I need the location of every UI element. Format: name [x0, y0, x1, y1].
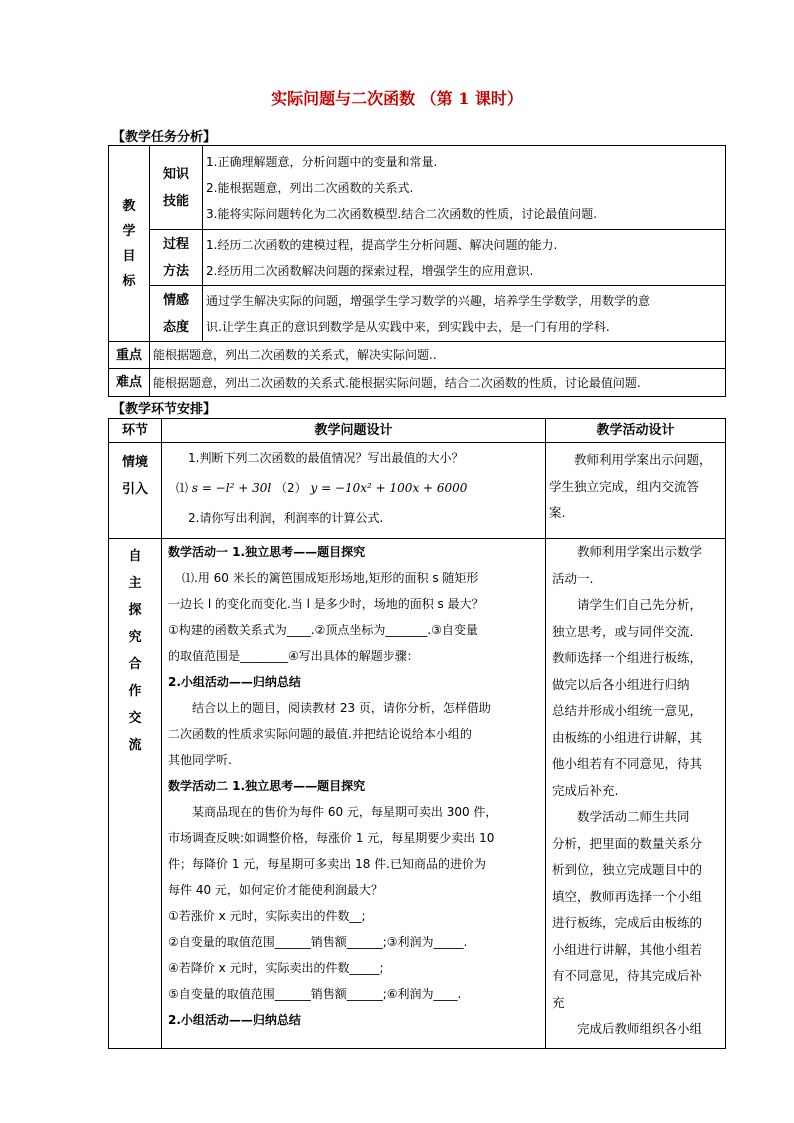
key-point-text: 能根据题意，列出二次函数的关系式，解决实际问题.. — [153, 348, 437, 362]
goal-item: 3.能将实际问题转化为二次函数模型.结合二次函数的性质，讨论最值问题. — [206, 206, 598, 221]
label-char: 究 — [128, 630, 142, 645]
group-summary-heading: 2.小组活动——归纳总结 — [168, 675, 301, 689]
intro-label — [109, 443, 162, 539]
activity-line: 完成后教师组织各小组 — [577, 1021, 703, 1036]
key-point-label: 重点 — [109, 342, 150, 369]
formula-index: （2） — [275, 481, 307, 495]
section-heading-arrangement: 【教学环节安排】 — [112, 402, 217, 417]
activity-line: 小组进行讲解，其他小组若 — [552, 941, 703, 957]
arrangement-table — [108, 418, 726, 1049]
problem-line: ⑴.用 60 米长的篱笆围成矩形场地,矩形的面积 s 随矩形 — [182, 571, 479, 585]
activity-line: 由板练的小组进行讲解，其 — [552, 729, 703, 745]
problem-line: ①构建的函数关系式为____.②顶点坐标为_______.③自变量 — [168, 623, 478, 637]
activity-line: 分析，把里面的数量关系分 — [552, 835, 703, 851]
problem-line: ④若降价 x 元时，实际卖出的件数_____; — [168, 961, 384, 975]
activity-two-heading: 数学活动二 1.独立思考——题目探究 — [168, 779, 366, 793]
activity-line: 完成后补充. — [552, 782, 619, 798]
goal-item: 2.能根据题意，列出二次函数的关系式. — [206, 180, 414, 195]
goal-item: 识.让学生真正的意识到数学是从实践中来，到实践中去，是一门有用的学科. — [206, 319, 610, 334]
activity-line: 独立思考，或与同伴交流. — [552, 623, 694, 639]
label-line: 情境 — [121, 455, 148, 470]
goal-char: 教 — [122, 198, 136, 214]
activity-line: 教师利用学案出示数学 — [577, 544, 703, 559]
activity-one-heading: 数学活动一 1.独立思考——题目探究 — [168, 545, 366, 559]
activity-line: 活动一. — [552, 570, 594, 586]
difficulty-content — [150, 369, 726, 397]
activity-line: 学生独立完成，组内交流答 — [549, 478, 700, 494]
label-line: 引入 — [121, 482, 148, 497]
label-line: 知识 — [162, 166, 189, 182]
goal-char: 学 — [122, 223, 136, 239]
knowledge-skill-label — [150, 146, 203, 230]
label-char: 交 — [128, 711, 142, 726]
activity-line: 有不同意见，待其完成后补 — [552, 968, 703, 983]
intro-question-2: 2.请你写出利润，利润率的计算公式. — [188, 511, 384, 525]
activity-line: 数学活动二师生共同 — [577, 809, 690, 824]
problem-line: 市场调查反映:如调整价格，每涨价 1 元，每星期要少卖出 10 — [168, 831, 495, 845]
goal-char: 目 — [122, 248, 136, 264]
problem-line: 的取值范围是________④写出具体的解题步骤： — [168, 649, 419, 663]
page-title: 实际问题与二次函数 （第 1 课时） — [271, 89, 523, 108]
label-line: 方法 — [162, 263, 189, 279]
process-method-content — [203, 230, 726, 286]
goal-item: 通过学生解决实际的问题，增强学生学习数学的兴趣，培养学生学数学，用数学的意 — [206, 293, 651, 308]
activity-line: 做完以后各小组进行归纳 — [552, 676, 690, 692]
goal-label — [109, 146, 150, 342]
emotion-attitude-label — [150, 286, 203, 342]
problem-line: 其他同学听. — [168, 753, 232, 767]
difficulty-label: 难点 — [109, 369, 150, 397]
col-header-activity-design: 教学活动设计 — [546, 419, 726, 443]
activity-line: 填空，教师再选择一个小组 — [552, 888, 703, 904]
section-heading-task-analysis: 【教学任务分析】 — [112, 130, 217, 145]
col-header-problem-design: 教学问题设计 — [162, 419, 546, 443]
goal-item: 1.经历二次函数的建模过程，提高学生分析问题、解决问题的能力. — [206, 237, 558, 252]
label-line: 技能 — [162, 193, 189, 209]
formula-y: y = −10x² + 100x + 6000 — [310, 481, 468, 495]
problem-line: 每件 40 元，如何定价才能使利润最大？ — [168, 883, 383, 897]
label-line: 态度 — [162, 319, 189, 335]
label-char: 合 — [128, 657, 142, 672]
activity-line: 充 — [552, 994, 565, 1010]
problem-line: ①若涨价 x 元时，实际卖出的件数__; — [168, 909, 366, 923]
label-char: 自 — [128, 549, 142, 564]
activity-line: 析到位，独立完成题目中的 — [552, 862, 703, 877]
intro-activity — [546, 443, 726, 539]
activity-line: 教师利用学案出示问题， — [574, 452, 712, 467]
group-summary-heading: 2.小组活动——归纳总结 — [168, 1013, 301, 1027]
activity-line: 教师选择一个组进行板练， — [552, 650, 703, 665]
goal-item: 2.经历用二次函数解决问题的探索过程，增强学生的应用意识. — [206, 263, 534, 278]
intro-formulas — [176, 473, 542, 503]
label-char: 流 — [128, 738, 142, 753]
activity-line: 他小组若有不同意见，待其 — [552, 756, 703, 771]
process-method-label — [150, 230, 203, 286]
key-point-content — [150, 342, 726, 369]
problem-line: 结合以上的题目，阅读教材 23 页，请你分析，怎样借助 — [192, 701, 491, 715]
knowledge-skill-content — [203, 146, 726, 230]
explore-label — [109, 539, 162, 1049]
problem-line: 件；每降价 1 元，每星期可多卖出 18 件.已知商品的进价为 — [168, 857, 486, 871]
difficulty-text: 能根据题意，列出二次函数的关系式.能根据实际问题，结合二次函数的性质，讨论最值问题. — [153, 375, 641, 390]
goal-char: 标 — [122, 273, 136, 289]
label-char: 作 — [128, 684, 142, 699]
task-analysis-table — [108, 145, 726, 397]
col-header-stage: 环节 — [109, 419, 162, 443]
formula-index: ⑴ — [176, 481, 189, 495]
explore-activity — [546, 539, 726, 1049]
label-line: 情感 — [162, 292, 189, 308]
problem-line: ⑤自变量的取值范围______销售额______;⑥利润为____. — [168, 987, 462, 1001]
goal-item: 1.正确理解题意，分析问题中的变量和常量. — [206, 154, 438, 169]
problem-line: ②自变量的取值范围______销售额______;③利润为_____. — [168, 935, 468, 949]
emotion-attitude-content — [203, 286, 726, 342]
problem-line: 二次函数的性质求实际问题的最值.并把结论说给本小组的 — [168, 727, 472, 741]
label-char: 主 — [128, 576, 142, 591]
intro-question-1: 1.判断下列二次函数的最值情况？写出最值的大小？ — [188, 451, 464, 465]
explore-problem — [162, 539, 546, 1049]
problem-line: 某商品现在的售价为每件 60 元，每星期可卖出 300 件， — [192, 805, 498, 819]
activity-line: 进行板练，完成后由板练的 — [552, 915, 703, 930]
activity-line: 案. — [549, 505, 566, 520]
activity-line: 请学生们自己先分析， — [577, 597, 703, 612]
activity-line: 总结并形成小组统一意见， — [552, 703, 703, 718]
label-char: 探 — [128, 603, 142, 618]
formula-s: s = −l² + 30l — [191, 481, 272, 495]
intro-problem — [162, 443, 546, 539]
label-line: 过程 — [162, 236, 189, 252]
problem-line: 一边长 l 的变化而变化.当 l 是多少时，场地的面积 s 最大？ — [168, 597, 484, 611]
